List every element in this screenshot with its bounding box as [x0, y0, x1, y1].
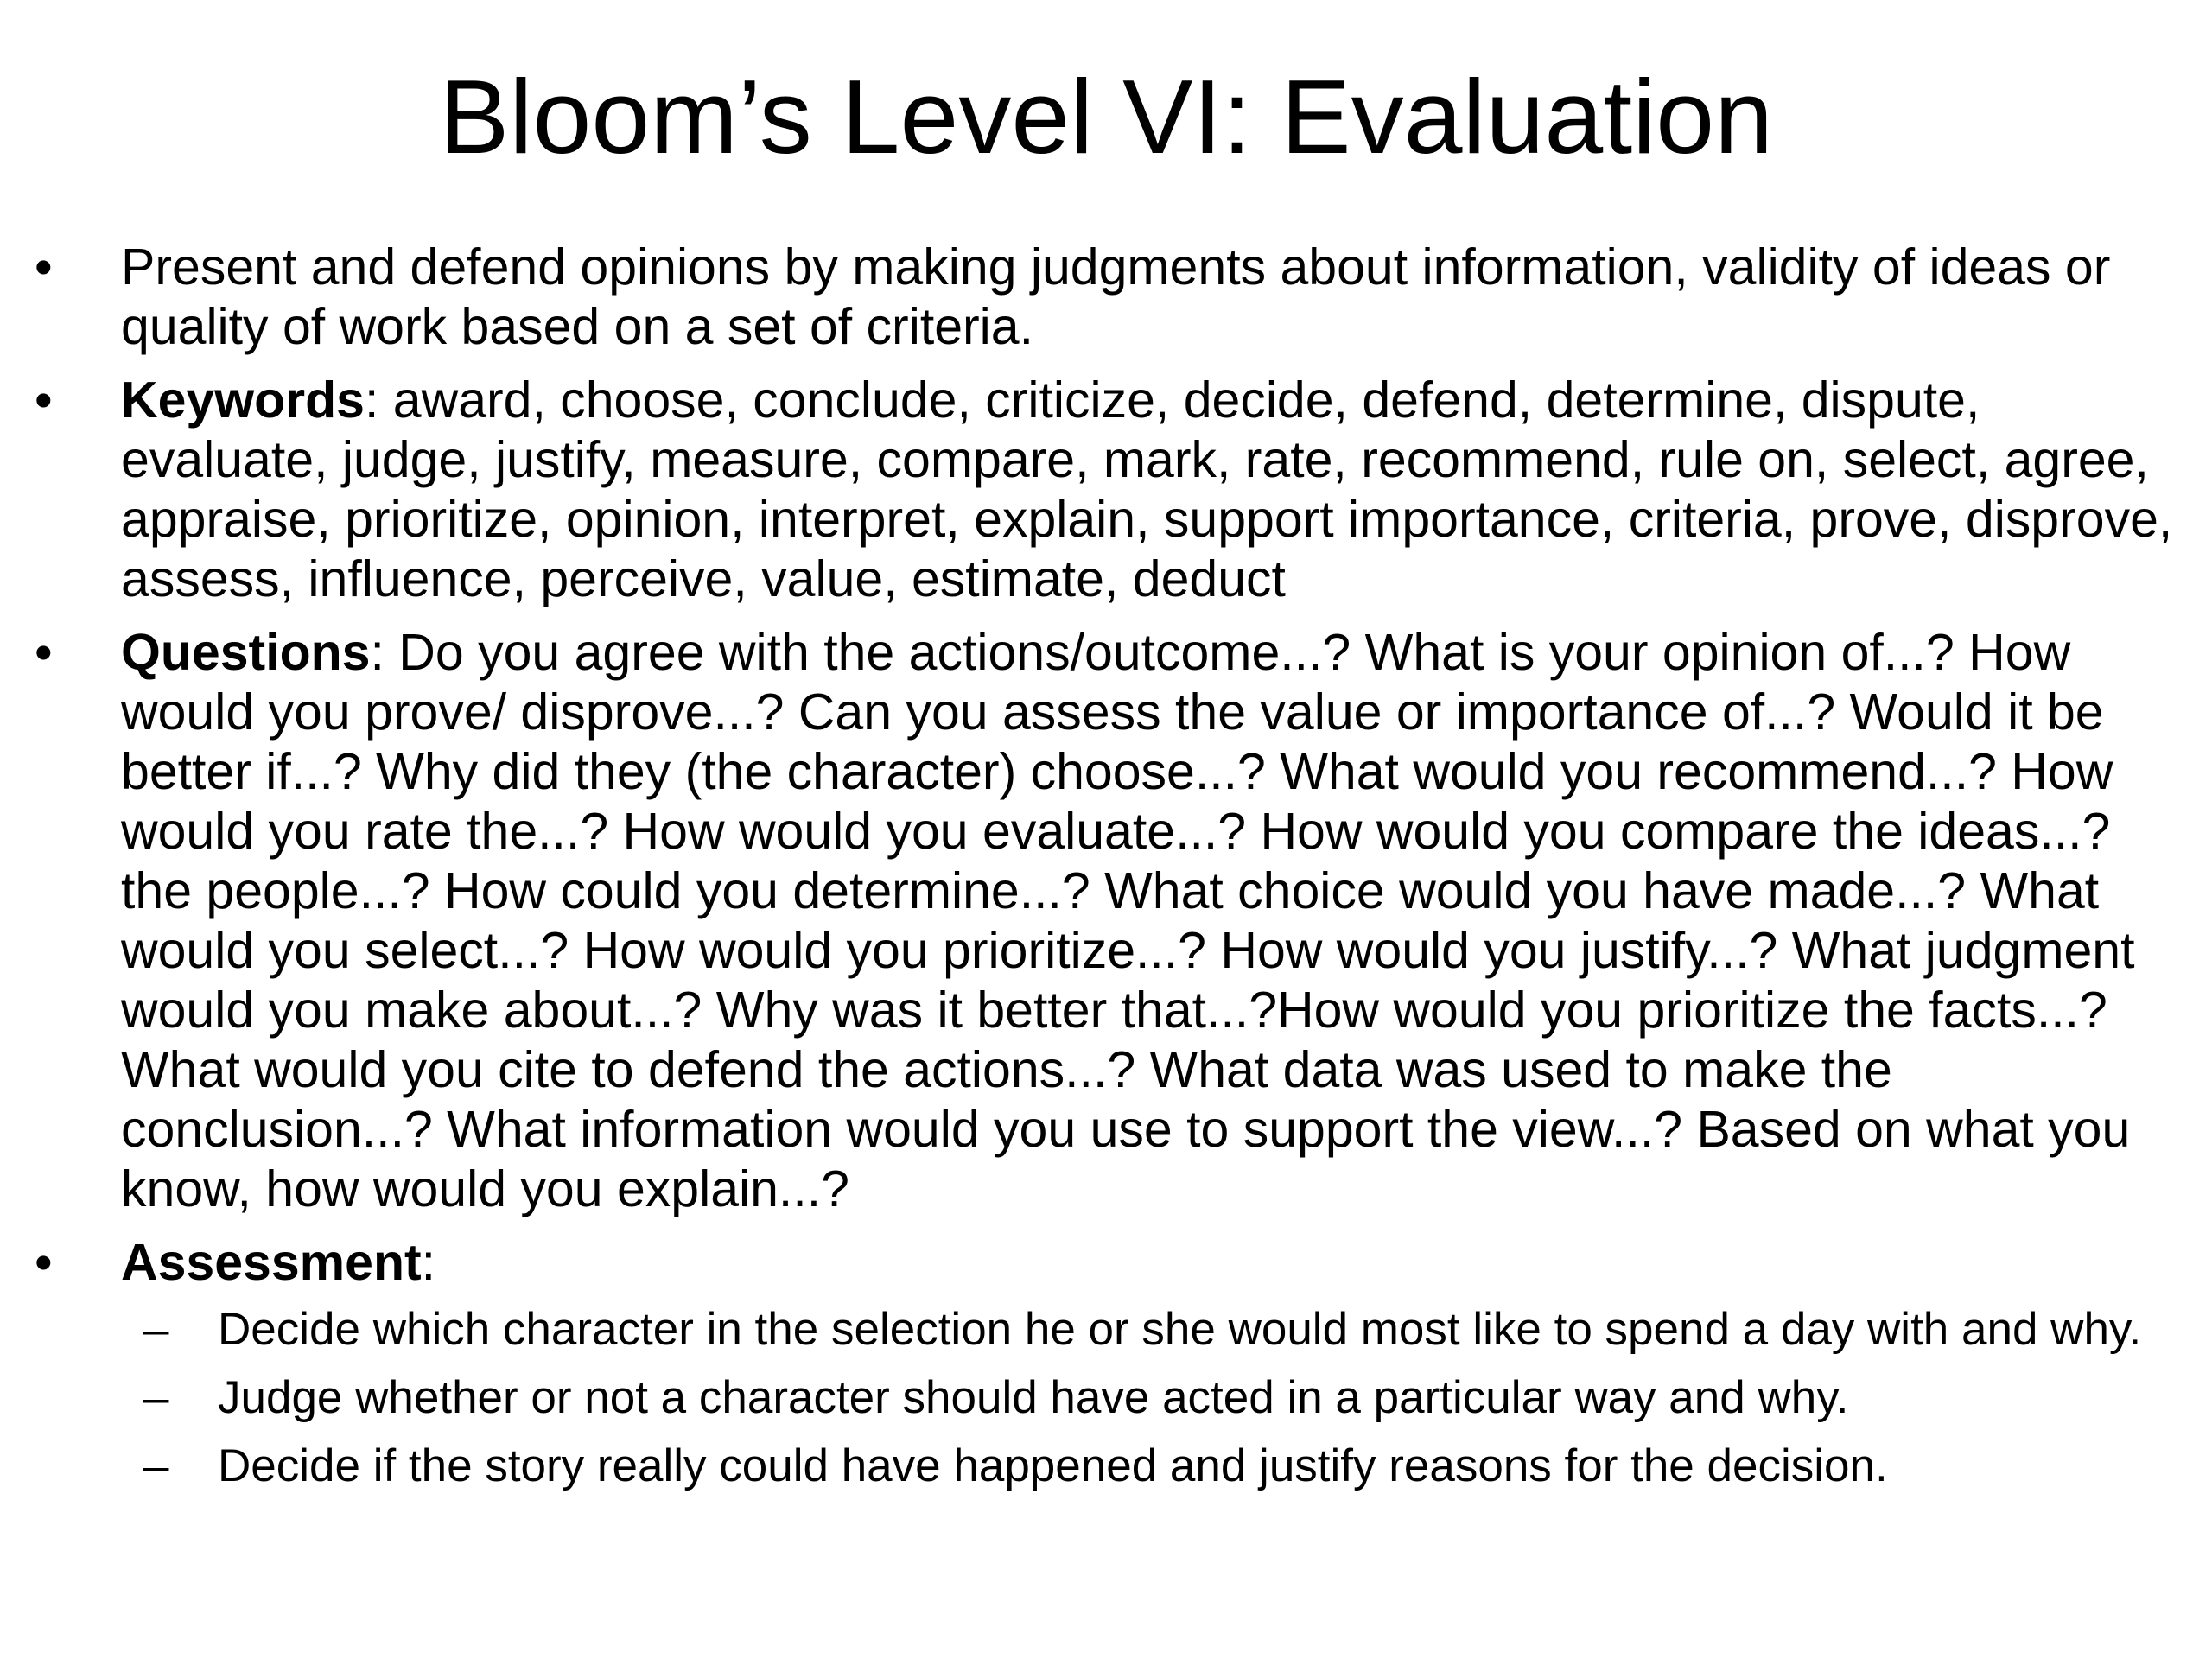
bullet-item-assessment: [35, 1233, 2195, 1492]
dash-marker-icon: –: [143, 1304, 169, 1355]
sub-item-text: Judge whether or not a character should have acted in a particular way and why.: [218, 1372, 1849, 1423]
sub-item: [121, 1303, 2195, 1356]
sub-item-text: Decide which character in the selection he or she would most like to spend a day with and why.: [218, 1304, 2142, 1355]
sub-item-text: Decide if the story really could have happened and justify reasons for the decision.: [218, 1440, 1888, 1491]
dash-marker-icon: –: [143, 1372, 169, 1423]
bullet-item-description: [35, 238, 2195, 357]
sub-item: [121, 1440, 2195, 1492]
bullet-text: :: [421, 1234, 436, 1291]
dash-marker-icon: –: [143, 1440, 169, 1491]
sub-item: [121, 1371, 2195, 1424]
bullet-text: : Do you agree with the actions/outcome...? What is your opinion of...? How would you prove/ disprove...? Can you assess the value or importance of...? Would it be better if...? Why did they (the character) choose...? What would you recommend...? How would you rate the...? How would you evaluate...? How would you compare the ideas...? the people...? How could you determine...? What choice would you have made...? What would you select...? How would you prioritize...? How would you justify...? What judgment would you make about...? Why was it better that...?How would you prioritize the facts...? What would you cite to defend the actions...? What data was used to make the conclusion...? What information would you use to support the view...? Based on what you know, how would you explain...?: [121, 624, 2135, 1217]
bullet-marker-icon: •: [35, 238, 53, 296]
bullet-marker-icon: •: [35, 372, 53, 429]
slide-title: Bloom’s Level VI: Evaluation: [439, 58, 1773, 175]
bullet-item-questions: [35, 623, 2195, 1219]
bullet-label-keywords: Keywords: [121, 372, 365, 429]
bullet-label-assessment: Assessment: [121, 1234, 422, 1291]
bullet-marker-icon: •: [35, 1234, 53, 1291]
bullet-text: : award, choose, conclude, criticize, decide, defend, determine, dispute, evaluate, judge, justify, measure, compare, mark, rate, recommend, rule on, select, agree, appraise, prioritize, opinion, interpret, explain, support importance, criteria, prove, disprove, assess, influence, perceive, value, estimate, deduct: [121, 372, 2173, 607]
bullet-text: Present and defend opinions by making judgments about information, validity of ideas or quality of work based on a set of criteria.: [121, 238, 2111, 355]
assessment-sublist: [121, 1303, 2195, 1492]
bullet-marker-icon: •: [35, 624, 53, 681]
bullet-item-keywords: [35, 371, 2195, 609]
bullet-list: [35, 238, 2195, 1508]
bullet-label-questions: Questions: [121, 624, 371, 681]
